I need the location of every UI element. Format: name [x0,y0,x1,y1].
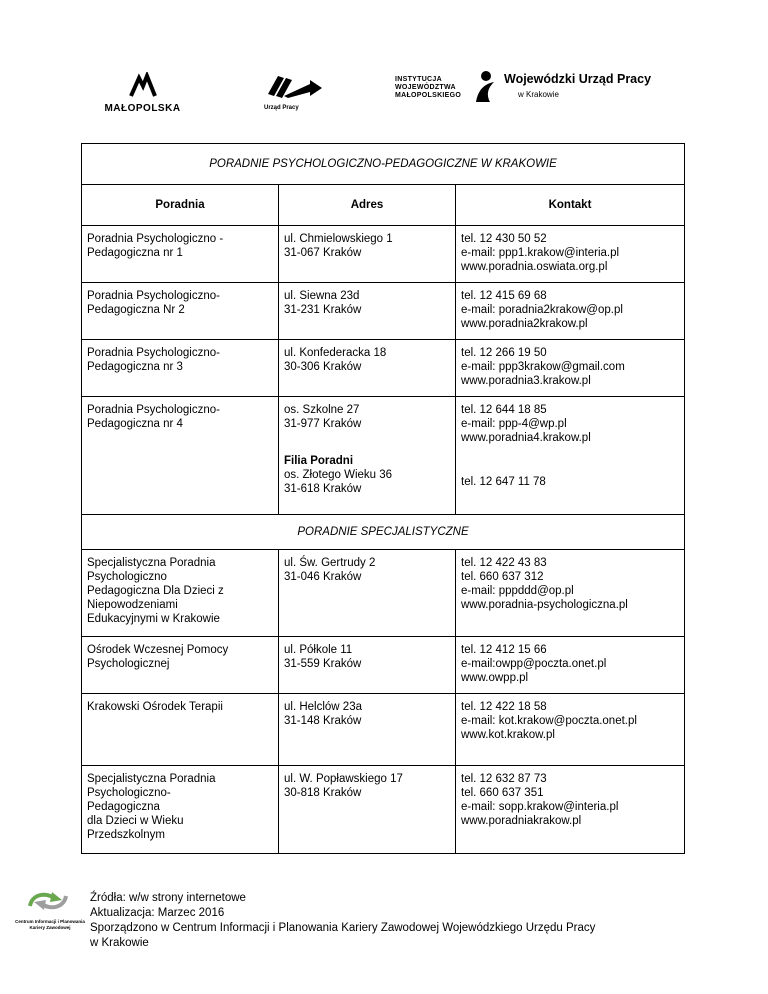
clinic-name-cell [82,340,279,397]
table-row [82,550,685,637]
footer [90,891,595,951]
clinic-contact-cell [456,766,685,854]
table-row [82,226,685,283]
clinic-website[interactable]: www.kot.krakow.pl [461,729,555,741]
clinic-website[interactable]: www.poradnia4.krakow.pl [461,432,591,444]
malopolska-mountain-icon [123,72,163,98]
table-row [82,283,685,340]
clinic-phone: tel. 12 422 18 58 [461,701,547,713]
malopolska-logo [100,72,185,114]
clinic-name: Specjalistyczna Poradnia [87,557,216,569]
clinic-name: dla Dzieci w Wieku [87,815,184,827]
clinic-address-cell [279,397,456,515]
clinic-phone: tel. 12 422 43 83 [461,557,547,569]
cip-logo [14,888,86,931]
footer-prepared-city: w Krakowie [90,937,149,949]
clinic-name: Poradnia Psychologiczno - [87,233,224,245]
urzad-pracy-cards-icon [262,72,328,100]
clinic-address: 31-046 Kraków [284,571,362,583]
clinic-website[interactable]: www.poradnia-psychologiczna.pl [461,599,628,611]
branch-address: 31-618 Kraków [284,483,362,495]
clinic-address: 30-306 Kraków [284,361,362,373]
cip-logo-line-1: Centrum Informacji i Planowania [15,919,85,924]
clinic-email[interactable]: e-mail: poradnia2krakow@op.pl [461,304,623,316]
clinic-address-cell [279,340,456,397]
branch-label: Filia Poradni [284,455,354,467]
instytucja-line-2: WOJEWÓDZTWA [395,84,456,91]
clinic-address: ul. Chmielowskiego 1 [284,233,393,245]
clinic-name: Psychologicznej [87,658,170,670]
clinic-name-cell [82,694,279,766]
urzad-pracy-logo-text: Urząd Pracy [264,105,299,111]
urzad-pracy-logo [262,72,332,111]
clinic-phone: tel. 12 266 19 50 [461,347,547,359]
clinic-email[interactable]: e-mail:owpp@poczta.onet.pl [461,658,607,670]
table-row [82,766,685,854]
clinic-address-cell [279,694,456,766]
clinic-name: Poradnia Psychologiczno- [87,290,220,302]
cip-arrows-icon [24,888,72,914]
clinic-email[interactable]: e-mail: ppp-4@wp.pl [461,418,567,430]
clinic-email[interactable]: e-mail: sopp.krakow@interia.pl [461,801,619,813]
wup-figure-icon [472,70,500,104]
table-title-row [82,144,685,185]
clinic-address: 30-818 Kraków [284,787,362,799]
footer-sources: Źródła: w/w strony internetowe [90,892,246,904]
clinic-contact-cell [456,397,685,515]
clinic-phone: tel. 660 637 351 [461,787,544,799]
special-title: PORADNIE SPECJALISTYCZNE [82,515,685,550]
clinic-website[interactable]: www.poradnia.oswiata.org.pl [461,261,608,273]
table-header-row [82,185,685,226]
wup-title: Wojewódzki Urząd Pracy [504,72,652,86]
clinic-address: 31-559 Kraków [284,658,362,670]
clinic-name: Pedagogiczna nr 4 [87,418,183,430]
branch-phone: tel. 12 647 11 78 [461,476,546,488]
clinic-name: Niepowodzeniami [87,599,178,611]
clinic-name: Specjalistyczna Poradnia [87,773,216,785]
clinics-table [81,143,685,854]
clinic-name: Pedagogiczna [87,801,160,813]
clinic-email[interactable]: e-mail: kot.krakow@poczta.onet.pl [461,715,637,727]
clinic-contact-cell [456,694,685,766]
clinic-name-cell [82,766,279,854]
clinic-contact-cell [456,637,685,694]
clinic-name: Psychologiczno [87,571,167,583]
clinic-address-cell [279,637,456,694]
clinic-phone: tel. 660 637 312 [461,571,544,583]
table-row [82,340,685,397]
clinic-name: Pedagogiczna nr 1 [87,247,183,259]
table-row [82,397,685,515]
clinic-email[interactable]: e-mail: ppp3krakow@gmail.com [461,361,625,373]
instytucja-line-3: MAŁOPOLSKIEGO [395,92,462,99]
clinic-email[interactable]: e-mail: pppddd@op.pl [461,585,574,597]
clinic-website[interactable]: www.poradniakrakow.pl [461,815,582,827]
clinic-name: Krakowski Ośrodek Terapii [87,701,223,713]
header-kontakt: Kontakt [456,185,685,226]
clinic-phone: tel. 12 412 15 66 [461,644,547,656]
clinic-phone: tel. 12 430 50 52 [461,233,547,245]
table-title: PORADNIE PSYCHOLOGICZNO-PEDAGOGICZNE W KRAKOWIE [82,144,685,185]
clinic-address: os. Szkolne 27 [284,404,360,416]
special-title-row [82,515,685,550]
clinic-address-cell [279,226,456,283]
clinic-address-cell [279,766,456,854]
clinic-address: ul. Helclów 23a [284,701,362,713]
clinic-name: Psychologiczno- [87,787,171,799]
table-row [82,637,685,694]
clinic-name: Ośrodek Wczesnej Pomocy [87,644,229,656]
clinic-address: 31-231 Kraków [284,304,362,316]
clinic-name: Pedagogiczna Nr 2 [87,304,185,316]
clinic-name: Pedagogiczna Dla Dzieci z [87,585,224,597]
clinic-website[interactable]: www.poradnia3.krakow.pl [461,375,591,387]
header-adres: Adres [279,185,456,226]
logo-bar [0,62,768,122]
clinic-address-cell [279,283,456,340]
clinic-name: Edukacyjnymi w Krakowie [87,613,220,625]
instytucja-logo [395,76,461,100]
clinic-name: Pedagogiczna nr 3 [87,361,183,373]
footer-prepared: Sporządzono w Centrum Informacji i Planowania Kariery Zawodowej Wojewódzkiego Urzędu Pracy [90,922,596,934]
clinic-contact-cell [456,283,685,340]
clinic-contact-cell [456,550,685,637]
clinic-address: ul. Siewna 23d [284,290,360,302]
instytucja-line-1: INSTYTUCJA [395,76,442,83]
clinic-address-cell [279,550,456,637]
header-poradnia: Poradnia [82,185,279,226]
clinic-website[interactable]: www.poradnia2krakow.pl [461,318,588,330]
clinic-phone: tel. 12 415 69 68 [461,290,547,302]
malopolska-logo-text: MAŁOPOLSKA [104,103,181,114]
clinic-phone: tel. 12 644 18 85 [461,404,547,416]
clinic-address: 31-148 Kraków [284,715,362,727]
clinic-phone: tel. 12 632 87 73 [461,773,547,785]
clinic-name-cell [82,226,279,283]
footer-update: Aktualizacja: Marzec 2016 [90,907,225,919]
clinic-name: Przedszkolnym [87,829,165,841]
clinic-email[interactable]: e-mail: ppp1.krakow@interia.pl [461,247,620,259]
clinic-contact-cell [456,226,685,283]
cip-logo-line-2: Kariery Zawodowej [29,925,71,930]
clinic-address: ul. Św. Gertrudy 2 [284,557,376,569]
clinic-address: ul. Półkole 11 [284,644,353,656]
clinic-name-cell [82,637,279,694]
clinic-address: ul. W. Popławskiego 17 [284,773,403,785]
table-row [82,694,685,766]
clinic-name-cell [82,397,279,515]
branch-address: os. Złotego Wieku 36 [284,469,393,481]
clinic-name-cell [82,283,279,340]
clinic-address: ul. Konfederacka 18 [284,347,387,359]
clinic-website[interactable]: www.owpp.pl [461,672,529,684]
clinic-address: 31-977 Kraków [284,418,362,430]
clinic-name: Poradnia Psychologiczno- [87,404,220,416]
clinic-contact-cell [456,340,685,397]
wup-city: w Krakowie [518,90,559,99]
clinic-name-cell [82,550,279,637]
clinic-name: Poradnia Psychologiczno- [87,347,220,359]
clinic-address: 31-067 Kraków [284,247,362,259]
